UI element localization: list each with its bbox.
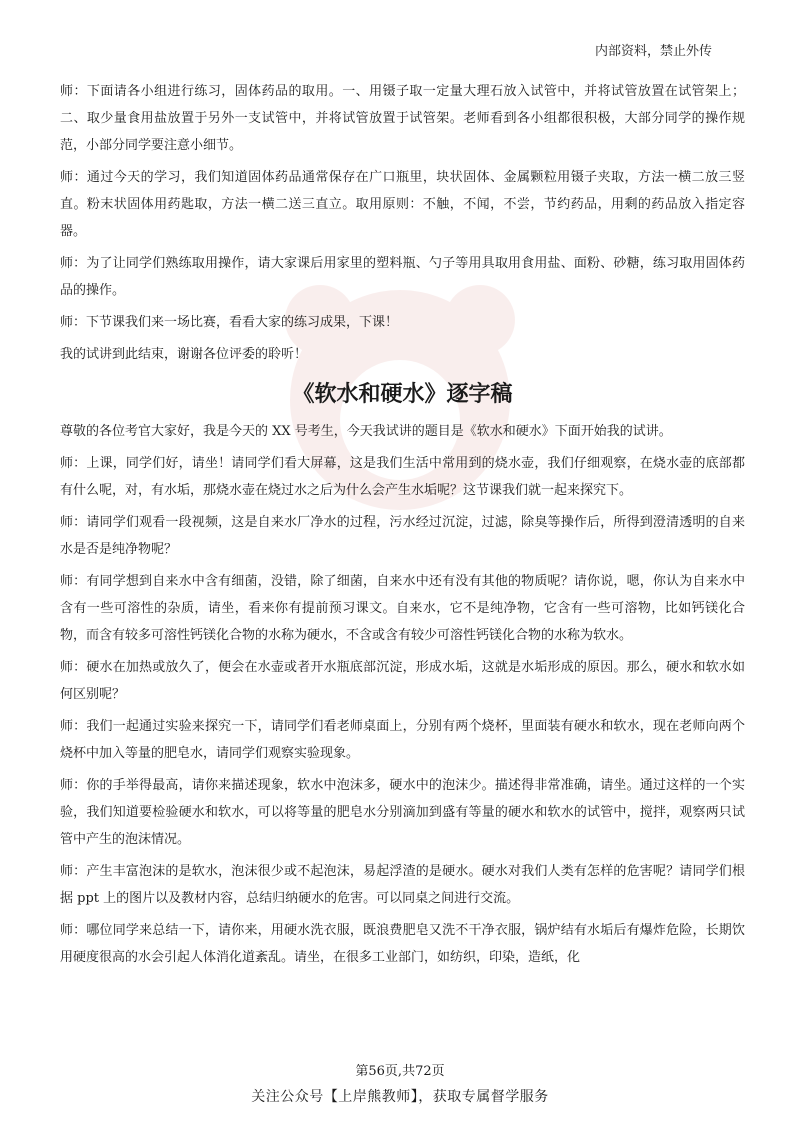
paragraph: 师：为了让同学们熟练取用操作，请大家课后用家里的塑料瓶、勺子等用具取用食用盐、面粉、砂糖，练习取用固体药品的操作。	[60, 256, 745, 298]
footer-promo: 关注公众号【上岸熊教师】，获取专属督学服务	[251, 1089, 549, 1105]
paragraph: 尊敬的各位考官大家好，我是今天的 XX 号考生，今天我试讲的题目是《软水和硬水》下面开始我的试讲。	[60, 424, 672, 439]
paragraph: 师：你的手举得最高，请你来描述现象，软水中泡沫多，硬水中的泡沫少。描述得非常准确，请坐。通过这样的一个实验，我们知道要检验硬水和软水，可以将等量的肥皂水分别滴加到盛有等量的硬水和软水的试管中，搅拌，观察两只试管中产生的泡沫情况。	[60, 778, 745, 847]
page-number: 第56页,共72页	[355, 1064, 445, 1079]
section-title: 《软水和硬水》逐字稿	[292, 382, 513, 407]
paragraph: 师：哪位同学来总结一下，请你来，用硬水洗衣服，既浪费肥皂又洗不干净衣服，锅炉结有水垢后有爆炸危险，长期饮用硬度很高的水会引起人体消化道紊乱。请坐，在很多工业部门，如纺织，印染，造纸，化	[60, 923, 745, 965]
paragraph: 师：下节课我们来一场比赛，看看大家的练习成果，下课！	[60, 315, 399, 330]
paragraph: 师：硬水在加热或放久了，便会在水壶或者开水瓶底部沉淀，形成水垢，这就是水垢形成的原因。那么，硬水和软水如何区别呢？	[60, 660, 745, 702]
paragraph: 师：下面请各小组进行练习，固体药品的取用。一、用镊子取一定量大理石放入试管中，并将试管放置在试管架上；二、取少量食用盐放置于另外一支试管中，并将试管放置于试管架。老师看到各小组都很积极，大部分同学的操作规范，小部分同学要注意小细节。	[60, 84, 745, 153]
paragraph: 我的试讲到此结束，谢谢各位评委的聆听！	[60, 347, 308, 362]
paragraph: 师：我们一起通过实验来探究一下，请同学们看老师桌面上，分别有两个烧杯，里面装有硬水和软水，现在老师向两个烧杯中加入等量的肥皂水，请同学们观察实验现象。	[60, 719, 745, 761]
paragraph: 师：有同学想到自来水中含有细菌，没错，除了细菌，自来水中还有没有其他的物质呢？请你说，嗯，你认为自来水中含有一些可溶性的杂质，请坐，看来你有提前预习课文。自来水，它不是纯净物，它含有一些可溶物，比如钙镁化合物，而含有较多可溶性钙镁化合物的水称为硬水，不含或含有较少可溶性钙镁化合物的水称为软水。	[60, 574, 745, 643]
paragraph: 师：上课，同学们好，请坐！请同学们看大屏幕，这是我们生活中常用到的烧水壶，我们仔细观察，在烧水壶的底部都有什么呢，对，有水垢，那烧水壶在烧过水之后为什么会产生水垢呢？这节课我们就一起来探究下。	[60, 456, 745, 498]
paragraph: 师：产生丰富泡沫的是软水，泡沫很少或不起泡沫，易起浮渣的是硬水。硬水对我们人类有怎样的危害呢？请同学们根据 ppt 上的图片以及教材内容，总结归纳硬水的危害。可以同桌之间进行交流。	[60, 864, 745, 906]
document-body	[60, 78, 745, 976]
confidential-note: 内部资料，禁止外传	[594, 44, 712, 59]
paragraph: 师：请同学们观看一段视频，这是自来水厂净水的过程，污水经过沉淀，过滤，除臭等操作后，所得到澄清透明的自来水是否是纯净物呢？	[60, 515, 745, 557]
paragraph: 师：通过今天的学习，我们知道固体药品通常保存在广口瓶里，块状固体、金属颗粒用镊子夹取，方法一横二放三竖直。粉末状固体用药匙取，方法一横二送三直立。取用原则：不触，不闻，不尝，节约药品，用剩的药品放入指定容器。	[60, 170, 745, 239]
